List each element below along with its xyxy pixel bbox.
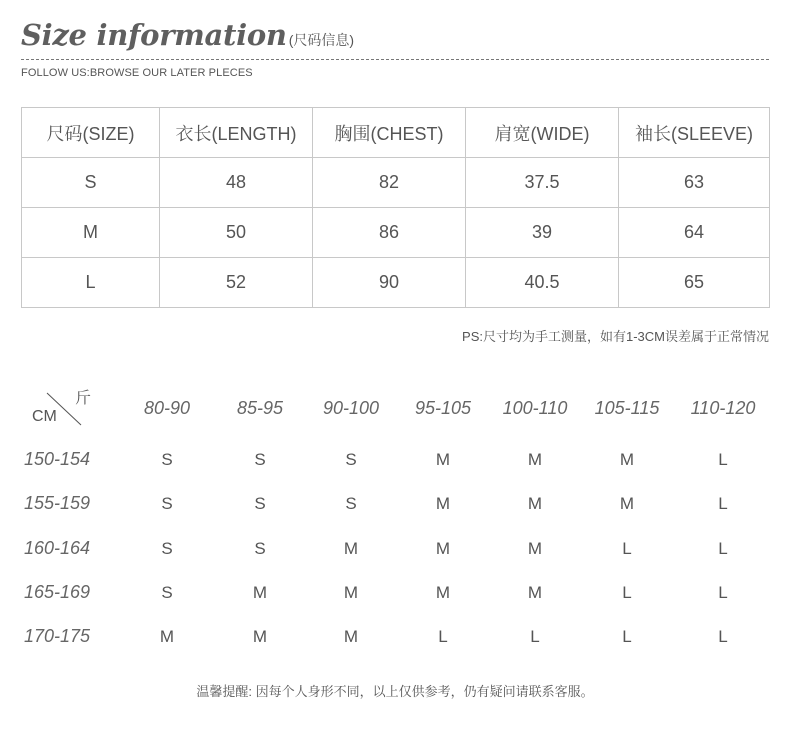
cell-sleeve: 64 xyxy=(619,208,770,258)
fit-size-cell: M xyxy=(527,539,543,558)
fit-size-cell: M xyxy=(343,583,359,602)
fit-size-cell: L xyxy=(718,494,728,513)
weight-range-header: 100-110 xyxy=(502,398,568,418)
fit-size-cell: M xyxy=(619,450,635,469)
fit-size-cell: S xyxy=(161,450,173,469)
cell-size: L xyxy=(22,258,160,308)
fit-size-cell: M xyxy=(435,539,451,558)
fit-size-cell: S xyxy=(161,539,173,558)
cell-size: S xyxy=(22,158,160,208)
cell-size: M xyxy=(22,208,160,258)
fit-size-cell: L xyxy=(530,627,540,646)
weight-range-header: 85-95 xyxy=(236,398,284,418)
fit-size-cell: M xyxy=(343,539,359,558)
fit-size-cell: M xyxy=(527,494,543,513)
fit-size-cell: L xyxy=(622,539,632,558)
cell-length: 52 xyxy=(160,258,313,308)
fit-size-cell: L xyxy=(718,539,728,558)
cell-sleeve: 65 xyxy=(619,258,770,308)
weight-range-header: 95-105 xyxy=(414,398,472,418)
cell-chest: 86 xyxy=(313,208,466,258)
fit-size-cell: M xyxy=(343,627,359,646)
fit-size-cell: M xyxy=(435,494,451,513)
weight-range-header: 110-120 xyxy=(690,398,756,418)
cell-chest: 90 xyxy=(313,258,466,308)
size-table-header-row xyxy=(22,108,770,158)
header-chest: 胸围(CHEST) xyxy=(313,108,466,158)
height-range-label: 155-159 xyxy=(24,493,91,513)
page-title xyxy=(21,18,354,62)
fit-size-cell: S xyxy=(345,450,357,469)
fit-size-cell: M xyxy=(435,583,451,602)
fit-size-cell: S xyxy=(254,450,266,469)
fit-size-cell: S xyxy=(161,583,173,602)
header-sleeve: 袖长(SLEEVE) xyxy=(619,108,770,158)
fit-size-cell: M xyxy=(252,583,268,602)
height-range-label: 160-164 xyxy=(24,538,91,558)
fit-size-cell: M xyxy=(619,494,635,513)
height-range-label: 170-175 xyxy=(24,626,91,646)
height-range-label: 150-154 xyxy=(24,449,91,469)
header-length: 衣长(LENGTH) xyxy=(160,108,313,158)
weight-range-header: 90-100 xyxy=(322,398,380,418)
weight-range-header: 80-90 xyxy=(143,398,191,418)
table-row xyxy=(22,158,770,208)
cell-sleeve: 63 xyxy=(619,158,770,208)
fit-size-cell: L xyxy=(718,627,728,646)
cell-wide: 39 xyxy=(466,208,619,258)
table-row xyxy=(22,258,770,308)
fit-size-cell: M xyxy=(527,450,543,469)
follow-text: FOLLOW US:BROWSE OUR LATER PLECES xyxy=(21,67,253,79)
header-size: 尺码(SIZE) xyxy=(22,108,160,158)
fit-size-cell: L xyxy=(438,627,448,646)
fit-size-cell: M xyxy=(435,450,451,469)
fit-size-cell: L xyxy=(718,450,728,469)
fit-size-cell: M xyxy=(159,627,175,646)
fit-size-cell: L xyxy=(718,583,728,602)
fit-chart-corner xyxy=(21,385,113,435)
fit-size-cell: M xyxy=(527,583,543,602)
cell-length: 48 xyxy=(160,158,313,208)
table-row xyxy=(22,208,770,258)
header-wide: 肩宽(WIDE) xyxy=(466,108,619,158)
cell-chest: 82 xyxy=(313,158,466,208)
cell-wide: 40.5 xyxy=(466,258,619,308)
weight-unit-label: 斤 xyxy=(75,390,92,407)
title-main: Size information xyxy=(21,18,287,52)
height-unit-label: CM xyxy=(32,408,57,425)
cell-wide: 37.5 xyxy=(466,158,619,208)
height-range-label: 165-169 xyxy=(24,582,91,602)
title-divider xyxy=(21,59,769,60)
size-table xyxy=(21,107,770,308)
fit-size-cell: S xyxy=(254,539,266,558)
fit-size-cell: M xyxy=(252,627,268,646)
fit-size-cell: S xyxy=(161,494,173,513)
footer-reminder: 温馨提醒: 因每个人身形不同，以上仅供参考，仍有疑问请联系客服。 xyxy=(196,684,594,699)
fit-size-cell: S xyxy=(254,494,266,513)
measurement-note: PS:尺寸均为手工测量，如有1-3CM误差属于正常情况 xyxy=(462,329,769,344)
fit-size-cell: S xyxy=(345,494,357,513)
fit-size-cell: L xyxy=(622,583,632,602)
title-subtitle: (尺码信息) xyxy=(288,32,355,48)
cell-length: 50 xyxy=(160,208,313,258)
weight-range-header: 105-115 xyxy=(594,398,660,418)
fit-size-cell: L xyxy=(622,627,632,646)
